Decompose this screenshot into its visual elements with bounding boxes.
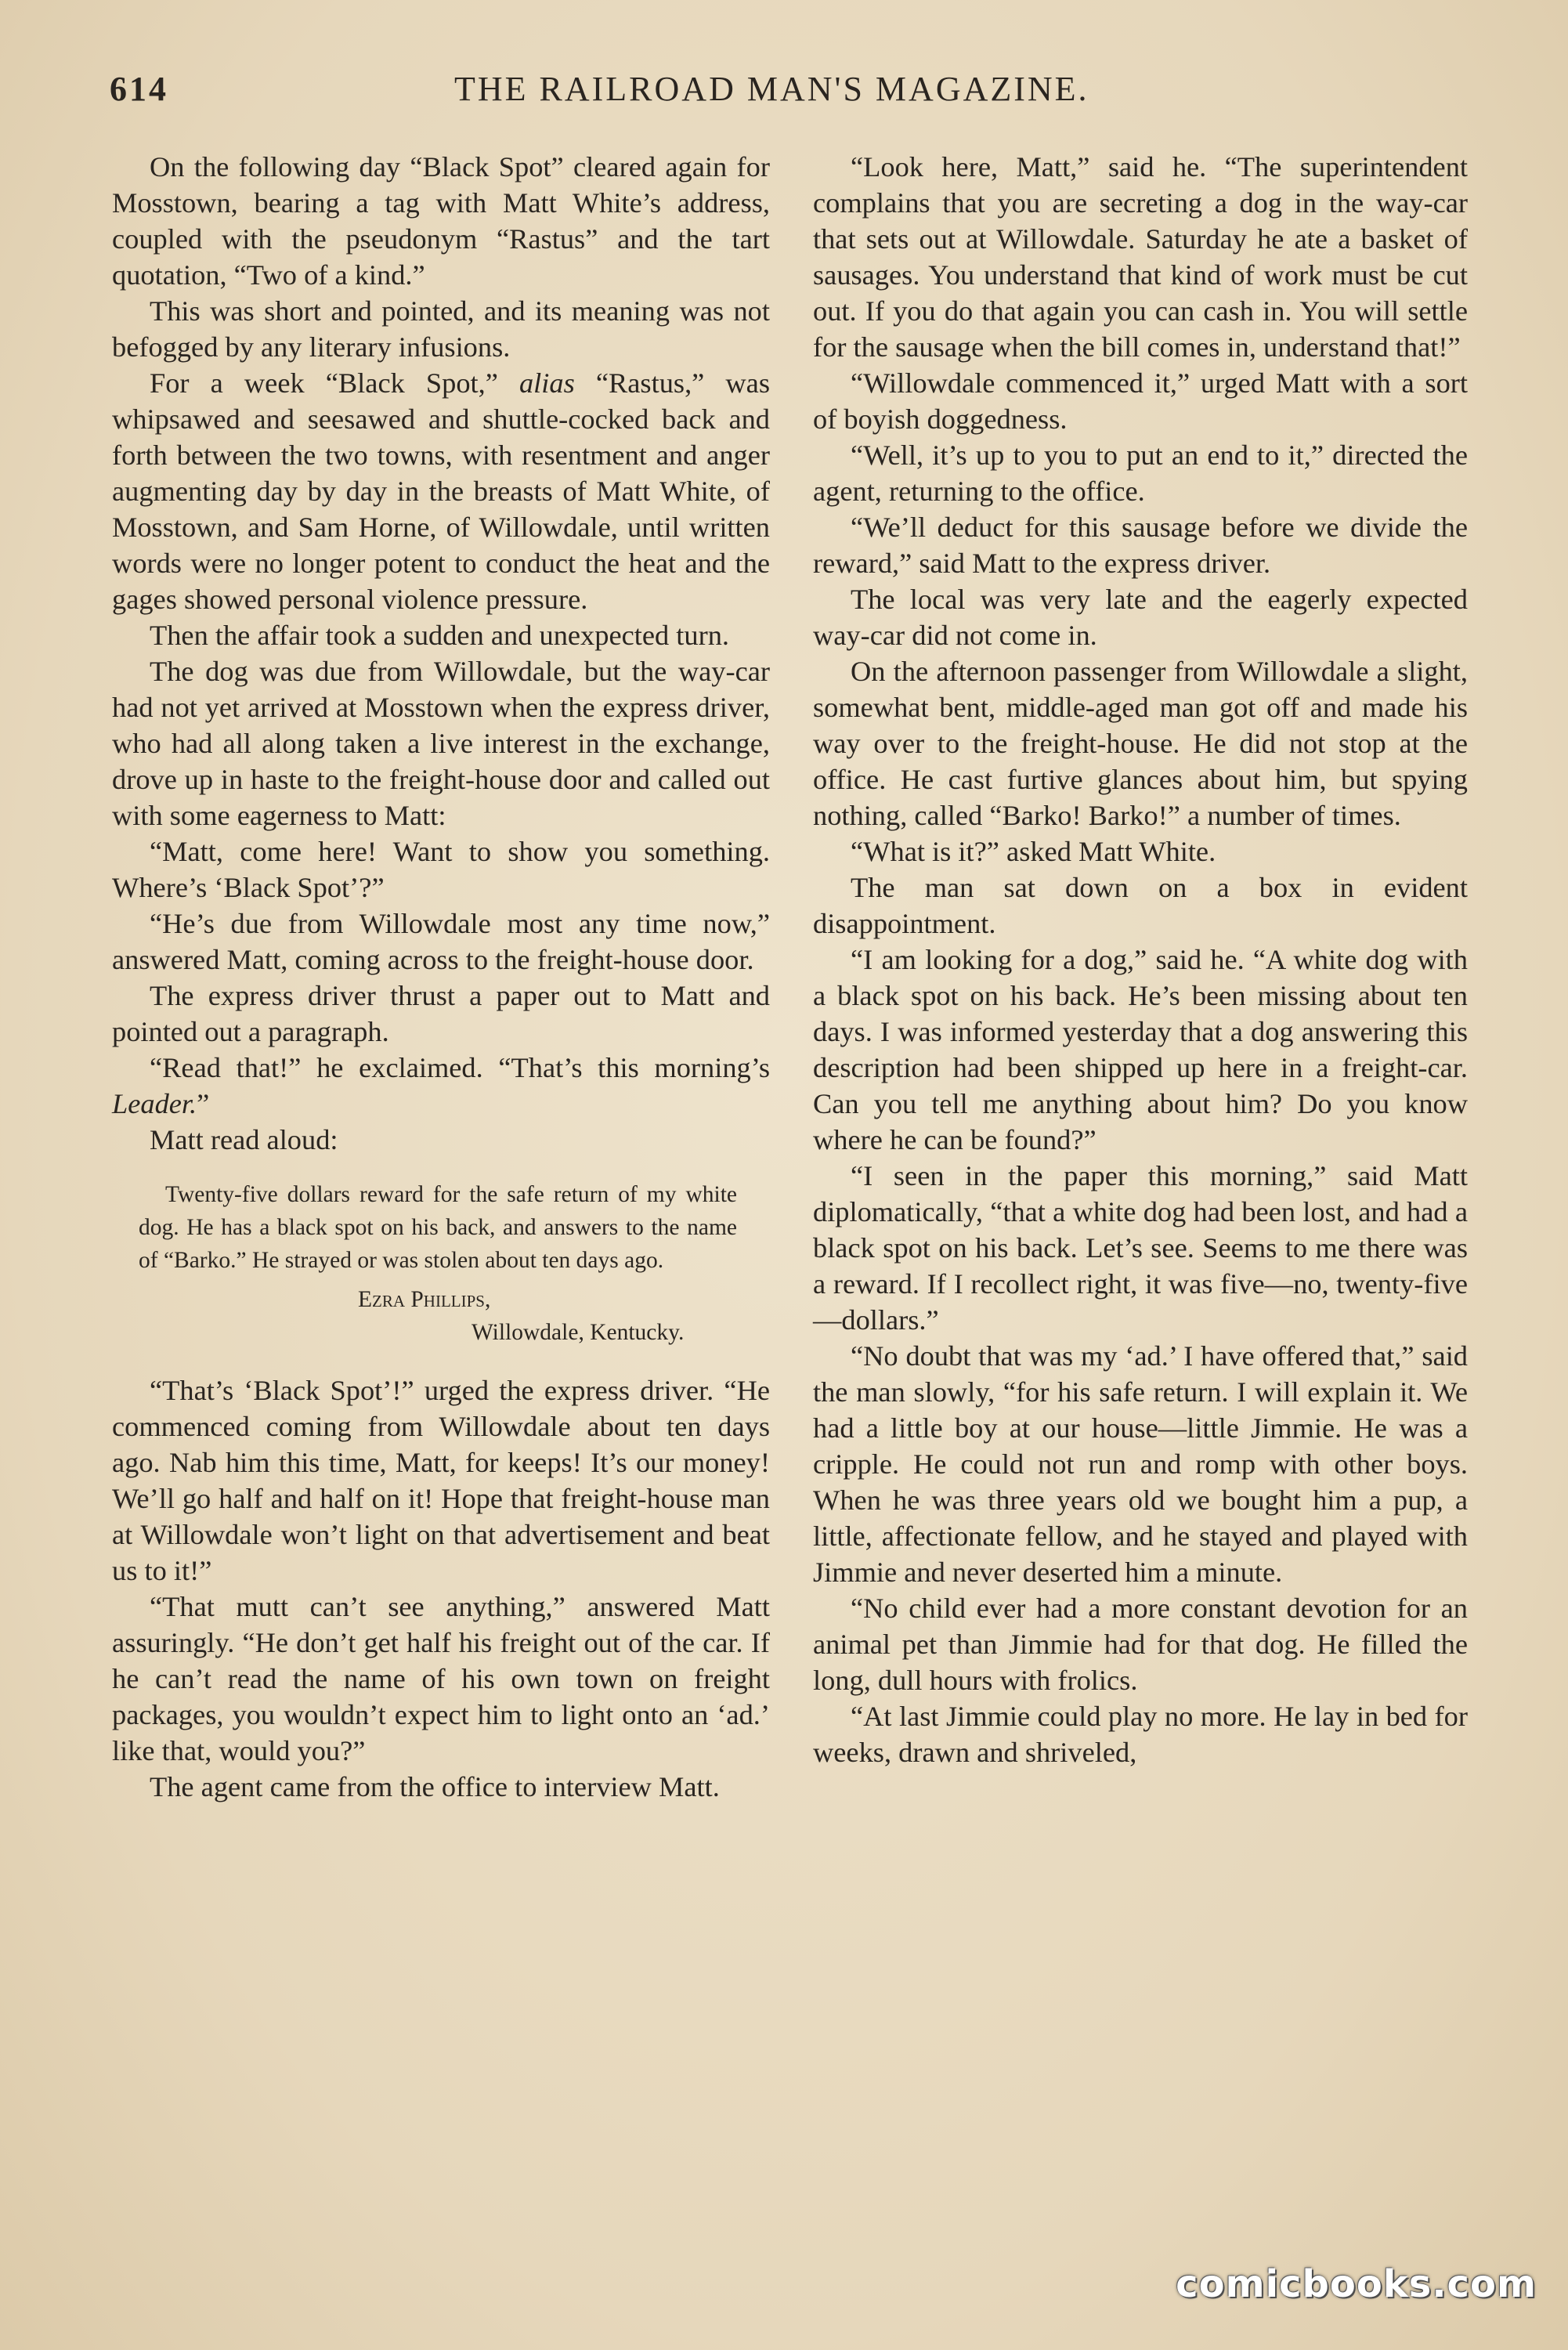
paragraph: For a week “Black Spot,” alias “Rastus,” was whipsawed and seesawed and shuttle-cocked back and forth between the two towns, with resentment and anger augmenting day by day in the breasts of Matt White, of Mosstown, and Sam Horne, of Willowdale, until written words were no longer potent to conduct the heat and the gages showed personal violence pressure. — [112, 367, 771, 615]
paragraph: Then the affair took a sudden and unexpected turn. — [150, 620, 730, 651]
running-head: THE RAILROAD MAN'S MAGAZINE. — [454, 70, 1089, 108]
paragraph: “Willowdale commenced it,” urged Matt with a sort of boyish doggedness. — [813, 367, 1468, 435]
paragraph: The express driver thrust a paper out to Matt and pointed out a paragraph. — [112, 980, 770, 1047]
ad-place: Willowdale, Kentucky. — [471, 1320, 685, 1345]
paragraph: “No doubt that was my ‘ad.’ I have offered that,” said the man slowly, “for his safe return. I will explain it. We had a little boy at our house—little Jimmie. He was a cripple. He could not run and romp with other boys. When he was three years old we bought him a pup, a little, affectionate fellow, and he stayed and played with Jimmie and never deserted him a minute. — [813, 1340, 1468, 1588]
paragraph: “At last Jimmie could play no more. He lay in bed for weeks, drawn and shriveled, — [813, 1701, 1468, 1768]
paragraph: “That mutt can’t see anything,” answered Matt assuringly. “He don’t get half his freight out of the car. If he can’t read the name of his own town on freight packages, you wouldn’t expect him to light onto an ‘ad.’ like that, would you?” — [112, 1591, 770, 1766]
paragraph: The local was very late and the eagerly expected way-car did not come in. — [813, 584, 1468, 651]
paragraph: The dog was due from Willowdale, but the way-car had not yet arrived at Mosstown when the express driver, who had all along taken a live interest in the exchange, drove up in haste to the freight-house door and called out with some eagerness to Matt: — [112, 656, 770, 831]
ad-signature: Ezra Phillips, — [358, 1287, 491, 1312]
paragraph: Matt read aloud: — [150, 1124, 338, 1155]
paragraph: “Read that!” he exclaimed. “That’s this morning’s Leader.” — [112, 1052, 770, 1119]
paragraph: “I am looking for a dog,” said he. “A white dog with a black spot on his back. He’s been missing about ten days. I was informed yesterday that a dog answering this description had been shipped up here in a freight-car. Can you tell me anything about him? Do you know where he can be found?” — [813, 944, 1468, 1155]
ad-text: Twenty-five dollars reward for the safe return of my white dog. He has a black spot on his back, and answers to the name of “Barko.” He strayed or was stolen about ten days ago. — [139, 1182, 737, 1273]
paragraph: On the following day “Black Spot” cleared again for Mosstown, bearing a tag with Matt White’s address, coupled with the pseudonym “Rastus” and the tart quotation, “Two of a kind.” — [112, 151, 770, 291]
paragraph: The man sat down on a box in evident disappointment. — [813, 872, 1468, 939]
left-column — [112, 149, 770, 1805]
paragraph: “What is it?” asked Matt White. — [851, 836, 1216, 867]
paragraph: “No child ever had a more constant devotion for an animal pet than Jimmie had for that dog. He filled the long, dull hours with frolics. — [813, 1593, 1468, 1696]
paragraph: On the afternoon passenger from Willowdale a slight, somewhat bent, middle-aged man got off and made his way over to the freight-house. He did not stop at the office. He cast furtive glances about him, but spying nothing, called “Barko! Barko!” a number of times. — [813, 656, 1468, 831]
right-column — [813, 149, 1468, 1770]
paragraph: “Matt, come here! Want to show you something. Where’s ‘Black Spot’?” — [112, 836, 770, 903]
paragraph: “That’s ‘Black Spot’!” urged the express driver. “He commenced coming from Willowdale about ten days ago. Nab him this time, Matt, for keeps! It’s our money! We’ll go half and half on it! Hope that freight-house man at Willowdale won’t light on that advertisement and beat us to it!” — [112, 1375, 770, 1586]
paragraph: “He’s due from Willowdale most any time now,” answered Matt, coming across to the freight-house door. — [112, 908, 770, 975]
page-header — [110, 69, 1474, 124]
paragraph: “Well, it’s up to you to put an end to it,” directed the agent, returning to the office. — [813, 439, 1468, 507]
paragraph: “Look here, Matt,” said he. “The superintendent complains that you are secreting a dog in the way-car that sets out at Willowdale. Saturday he ate a basket of sausages. You understand that kind of work must be cut out. If you do that again you can cash in. You will settle for the sausage when the bill comes in, understand that!” — [813, 151, 1468, 363]
watermark: comicbooks.com — [1176, 2262, 1537, 2306]
page-number: 614 — [110, 70, 168, 108]
newspaper-advertisement — [139, 1178, 737, 1349]
paragraph: The agent came from the office to interview Matt. — [150, 1771, 720, 1802]
paragraph: “We’ll deduct for this sausage before we divide the reward,” said Matt to the express driver. — [813, 512, 1468, 579]
paragraph: This was short and pointed, and its meaning was not befogged by any literary infusions. — [112, 295, 770, 363]
paragraph: “I seen in the paper this morning,” said Matt diplomatically, “that a white dog had been lost, and had a black spot on his back. Let’s see. Seems to me there was a reward. If I recollect right, it was five—no, twenty-five—dollars.” — [813, 1160, 1468, 1336]
